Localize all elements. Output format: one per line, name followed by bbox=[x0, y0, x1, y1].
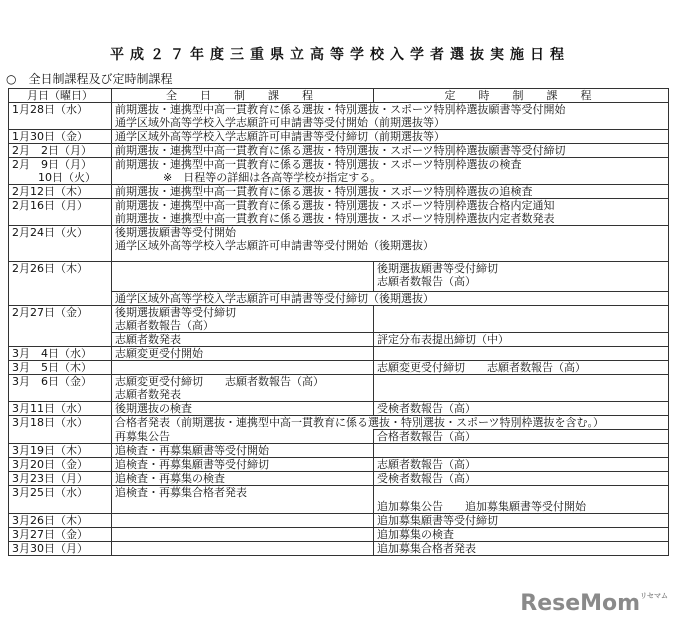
table-row bbox=[9, 472, 669, 486]
row-text: 志願変更受付締切 志願者数報告（高） bbox=[115, 375, 324, 388]
row-date: 3月26日（木） bbox=[9, 514, 112, 528]
row-fulltime: 追検査・再募集願書等受付開始 bbox=[112, 444, 374, 458]
table-row bbox=[9, 130, 669, 144]
schedule-table bbox=[8, 88, 669, 556]
row-parttime bbox=[374, 347, 669, 361]
row-fulltime: 追検査・再募集合格者発表 bbox=[112, 486, 374, 514]
table-row bbox=[9, 158, 669, 185]
table-header bbox=[9, 89, 669, 103]
row-date: 3月 5日（木） bbox=[9, 361, 112, 375]
table-row bbox=[9, 306, 669, 333]
row-content bbox=[112, 226, 669, 262]
table-row bbox=[9, 528, 669, 542]
row-text: 後期選抜願書等受付開始 bbox=[115, 226, 236, 239]
row-date: 3月25日（水） bbox=[9, 486, 112, 514]
row-date: 3月20日（金） bbox=[9, 458, 112, 472]
table-row bbox=[9, 226, 669, 262]
row-fulltime bbox=[112, 514, 374, 528]
row-date: 1月30日（金） bbox=[9, 130, 112, 144]
row-content: 前期選抜・連携型中高一貫教育に係る選抜・特別選抜・スポーツ特別枠選抜願書等受付締切 bbox=[112, 144, 669, 158]
row-date bbox=[9, 158, 112, 185]
row-text: 前期選抜・連携型中高一貫教育に係る選抜・特別選抜・スポーツ特別枠選抜願書等受付開始 bbox=[115, 103, 566, 116]
row-text: 志願者数報告（高） bbox=[115, 319, 214, 332]
table-row bbox=[9, 542, 669, 556]
row-fulltime: 志願者数発表 bbox=[112, 333, 374, 347]
row-content: 前期選抜・連携型中高一貫教育に係る選抜・特別選抜・スポーツ特別枠選抜の追検査 bbox=[112, 185, 669, 199]
row-content: 通学区域外高等学校入学志願許可申請書等受付締切（前期選抜等） bbox=[112, 130, 669, 144]
row-content bbox=[112, 158, 669, 185]
row-parttime: 受検者数報告（高） bbox=[374, 402, 669, 416]
table-row bbox=[9, 347, 669, 361]
table-row bbox=[9, 144, 669, 158]
row-fulltime bbox=[112, 528, 374, 542]
header-date: 月日（曜日） bbox=[9, 89, 112, 103]
row-text: 前期選抜・連携型中高一貫教育に係る選抜・特別選抜・スポーツ特別枠選抜合格内定通知 bbox=[115, 199, 555, 212]
row-parttime: 受検者数報告（高） bbox=[374, 472, 669, 486]
row-fulltime: 後期選抜の検査 bbox=[112, 402, 374, 416]
row-fulltime: 再募集公告 bbox=[112, 430, 374, 444]
row-date: 3月11日（水） bbox=[9, 402, 112, 416]
table-row bbox=[9, 486, 669, 514]
row-date: 3月19日（木） bbox=[9, 444, 112, 458]
row-fulltime bbox=[112, 306, 374, 333]
row-parttime: 志願変更受付締切 志願者数報告（高） bbox=[374, 361, 669, 375]
table-row bbox=[9, 262, 669, 292]
row-parttime bbox=[374, 444, 669, 458]
row-parttime bbox=[374, 375, 669, 402]
header-fulltime: 全 日 制 課 程 bbox=[112, 89, 374, 103]
row-date: 2月26日（木） bbox=[9, 262, 112, 306]
row-date: 2月12日（木） bbox=[9, 185, 112, 199]
row-parttime: 評定分布表提出締切（中） bbox=[374, 333, 669, 347]
row-note: ※ 日程等の詳細は各高等学校が指定する。 bbox=[163, 171, 382, 184]
table-row bbox=[9, 103, 669, 130]
row-date: 3月30日（月） bbox=[9, 542, 112, 556]
row-parttime: 合格者数報告（高） bbox=[374, 430, 669, 444]
row-content: 通学区域外高等学校入学志願許可申請書等受付締切（後期選抜） bbox=[112, 292, 669, 306]
row-date: 2月27日（金） bbox=[9, 306, 112, 347]
row-text: 後期選抜願書等受付締切 bbox=[115, 306, 236, 319]
row-content bbox=[112, 103, 669, 130]
row-text: 志願者数発表 bbox=[115, 388, 181, 401]
table-row bbox=[9, 514, 669, 528]
watermark-sub: リセマム bbox=[640, 592, 668, 600]
row-date-line: 2月 9日（月） bbox=[12, 158, 92, 171]
row-text: 後期選抜願書等受付締切 bbox=[377, 262, 498, 275]
row-date: 3月27日（金） bbox=[9, 528, 112, 542]
row-fulltime: 追検査・再募集願書等受付締切 bbox=[112, 458, 374, 472]
row-fulltime bbox=[112, 375, 374, 402]
row-date: 3月 4日（水） bbox=[9, 347, 112, 361]
row-fulltime bbox=[112, 361, 374, 375]
row-date: 3月 6日（金） bbox=[9, 375, 112, 402]
table-row bbox=[9, 402, 669, 416]
row-fulltime: 志願変更受付開始 bbox=[112, 347, 374, 361]
table-row bbox=[9, 458, 669, 472]
row-parttime: 追加募集公告 追加募集願書等受付開始 bbox=[374, 486, 669, 514]
row-date-line: 10日（火） bbox=[38, 171, 96, 184]
row-content bbox=[112, 199, 669, 226]
row-text: 通学区域外高等学校入学志願許可申請書等受付開始（前期選抜等） bbox=[115, 116, 445, 129]
row-parttime bbox=[374, 306, 669, 333]
row-parttime bbox=[374, 262, 669, 292]
row-text: 通学区域外高等学校入学志願許可申請書等受付開始（後期選抜） bbox=[115, 239, 434, 252]
page-title: 平成２７年度三重県立高等学校入学者選抜実施日程 bbox=[110, 47, 570, 63]
row-text: 前期選抜・連携型中高一貫教育に係る選抜・特別選抜・スポーツ特別枠選抜の検査 bbox=[115, 158, 522, 171]
table-row bbox=[9, 185, 669, 199]
row-parttime: 追加募集の検査 bbox=[374, 528, 669, 542]
row-parttime: 追加募集合格者発表 bbox=[374, 542, 669, 556]
resemom-watermark bbox=[520, 591, 668, 616]
table-row bbox=[9, 375, 669, 402]
row-parttime: 志願者数報告（高） bbox=[374, 458, 669, 472]
row-fulltime bbox=[112, 542, 374, 556]
watermark-text: ReseMom bbox=[520, 591, 641, 616]
row-date: 1月28日（水） bbox=[9, 103, 112, 130]
table-row bbox=[9, 199, 669, 226]
row-text: 志願者数報告（高） bbox=[377, 275, 476, 288]
row-date: 2月16日（月） bbox=[9, 199, 112, 226]
header-parttime: 定 時 制 課 程 bbox=[374, 89, 669, 103]
row-fulltime bbox=[112, 262, 374, 292]
row-text: 前期選抜・連携型中高一貫教育に係る選抜・特別選抜・スポーツ特別枠選抜内定者数発表 bbox=[115, 212, 555, 225]
row-parttime: 追加募集願書等受付締切 bbox=[374, 514, 669, 528]
row-date: 2月 2日（月） bbox=[9, 144, 112, 158]
row-fulltime: 追検査・再募集の検査 bbox=[112, 472, 374, 486]
table-row bbox=[9, 416, 669, 430]
row-date: 3月23日（月） bbox=[9, 472, 112, 486]
table-row bbox=[9, 361, 669, 375]
section-heading: ○ 全日制課程及び定時制課程 bbox=[6, 72, 173, 86]
row-date: 2月24日（火） bbox=[9, 226, 112, 262]
row-content: 合格者発表（前期選抜・連携型中高一貫教育に係る選抜・特別選抜・スポーツ特別枠選抜を含む。） bbox=[112, 416, 669, 430]
table-row bbox=[9, 444, 669, 458]
row-date: 3月18日（水） bbox=[9, 416, 112, 444]
